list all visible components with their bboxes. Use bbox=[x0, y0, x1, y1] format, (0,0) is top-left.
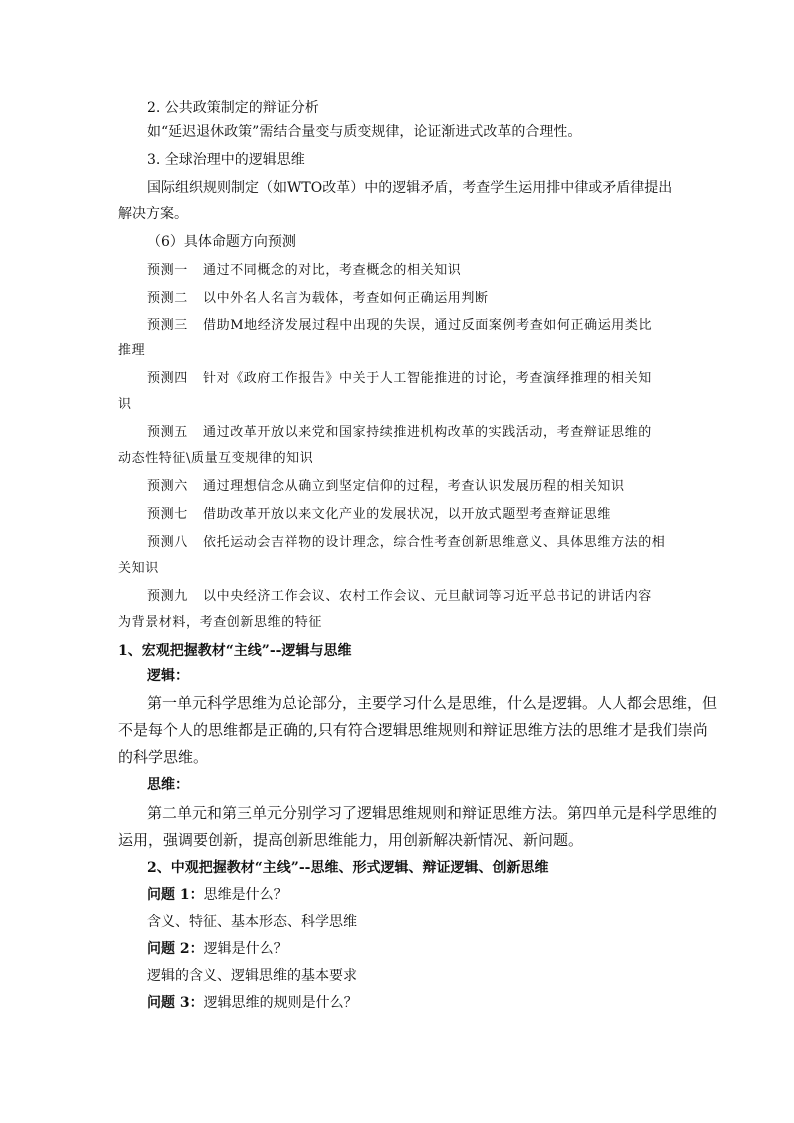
question-2 bbox=[147, 940, 288, 958]
prediction-item bbox=[147, 506, 611, 523]
question-1-answer: 含义、特征、基本形态、科学思维 bbox=[147, 914, 357, 930]
prediction-item bbox=[147, 370, 652, 387]
question-2-text: 逻辑是什么？ bbox=[203, 941, 288, 957]
question-3-label: 问题 3： bbox=[147, 995, 204, 1011]
question-2-answer: 逻辑的含义、逻辑思维的基本要求 bbox=[147, 968, 357, 984]
prediction-continuation: 为背景材料，考查创新思维的特征 bbox=[118, 615, 323, 630]
prediction-item bbox=[147, 478, 625, 495]
prediction-text: 借助M地经济发展过程中出现的失误，通过反面案例考查如何正确运用类比 bbox=[203, 318, 653, 333]
prediction-label: 预测九 bbox=[147, 589, 188, 604]
prediction-text: 针对《政府工作报告》中关于人工智能推进的讨论，考查演绎推理的相关知 bbox=[203, 371, 652, 386]
prediction-continuation: 关知识 bbox=[118, 561, 159, 576]
logic-label: 逻辑： bbox=[147, 668, 189, 684]
question-2-label: 问题 2： bbox=[147, 941, 204, 957]
prediction-label: 预测一 bbox=[147, 263, 188, 278]
prediction-continuation: 动态性特征\质量互变规律的知识 bbox=[118, 451, 314, 466]
question-1-label: 问题 1： bbox=[147, 887, 204, 903]
prediction-continuation: 识 bbox=[118, 397, 132, 412]
prediction-text: 以中外名人名言为载体，考查如何正确运用判断 bbox=[203, 291, 489, 306]
section-2-body: 如“延迟退休政策”需结合量变与质变规律，论证渐进式改革的合理性。 bbox=[147, 124, 582, 140]
prediction-continuation: 推理 bbox=[118, 343, 146, 358]
question-3 bbox=[147, 994, 358, 1012]
logic-body-line-1: 第一单元科学思维为总论部分，主要学习什么是思维，什么是逻辑。人人都会思维，但 bbox=[147, 694, 718, 712]
prediction-label: 预测五 bbox=[147, 425, 188, 440]
meso-heading: 2、中观把握教材“主线”--思维、形式逻辑、辩证逻辑、创新思维 bbox=[147, 860, 549, 876]
question-3-text: 逻辑思维的规则是什么？ bbox=[203, 995, 358, 1011]
prediction-text: 借助改革开放以来文化产业的发展状况，以开放式题型考查辩证思维 bbox=[203, 507, 612, 522]
prediction-text: 通过不同概念的对比，考查概念的相关知识 bbox=[203, 263, 462, 278]
question-1-text: 思维是什么？ bbox=[203, 887, 288, 903]
thinking-label: 思维： bbox=[147, 777, 189, 793]
prediction-text: 通过改革开放以来党和国家持续推进机构改革的实践活动，考查辩证思维的 bbox=[203, 425, 652, 440]
prediction-item bbox=[147, 290, 489, 307]
section-3-body-line-2: 解决方案。 bbox=[118, 206, 188, 222]
prediction-item bbox=[147, 317, 652, 334]
prediction-text: 以中央经济工作会议、农村工作会议、元旦献词等习近平总书记的讲话内容 bbox=[203, 589, 652, 604]
thinking-body-line-2: 运用，强调要创新，提高创新思维能力，用创新解决新情况、新问题。 bbox=[118, 831, 584, 849]
macro-heading: 1、宏观把握教材“主线”--逻辑与思维 bbox=[118, 643, 352, 659]
prediction-label: 预测六 bbox=[147, 479, 188, 494]
logic-body-line-3: 的科学思维。 bbox=[118, 748, 209, 766]
prediction-label: 预测三 bbox=[147, 318, 188, 333]
section-3-heading: 3. 全球治理中的逻辑思维 bbox=[147, 152, 305, 168]
thinking-body-line-1: 第二单元和第三单元分别学习了逻辑思维规则和辩证思维方法。第四单元是科学思维的 bbox=[147, 804, 718, 822]
prediction-item bbox=[147, 424, 652, 441]
question-1 bbox=[147, 886, 288, 904]
prediction-text: 依托运动会吉祥物的设计理念，综合性考查创新思维意义、具体思维方法的相 bbox=[203, 535, 666, 550]
section-3-body-line-1: 国际组织规则制定（如WTO改革）中的逻辑矛盾，考查学生运用排中律或矛盾律提出 bbox=[147, 180, 673, 196]
prediction-label: 预测四 bbox=[147, 371, 188, 386]
predictions-heading: （6）具体命题方向预测 bbox=[147, 234, 296, 250]
prediction-label: 预测二 bbox=[147, 291, 188, 306]
prediction-label: 预测八 bbox=[147, 535, 188, 550]
prediction-item bbox=[147, 588, 652, 605]
prediction-text: 通过理想信念从确立到坚定信仰的过程，考查认识发展历程的相关知识 bbox=[203, 479, 625, 494]
prediction-item bbox=[147, 534, 665, 551]
logic-body-line-2: 不是每个人的思维都是正确的,只有符合逻辑思维规则和辩证思维方法的思维才是我们崇尚 bbox=[118, 721, 708, 739]
prediction-label: 预测七 bbox=[147, 507, 188, 522]
section-2-heading: 2. 公共政策制定的辩证分析 bbox=[147, 100, 319, 116]
prediction-item bbox=[147, 262, 461, 279]
